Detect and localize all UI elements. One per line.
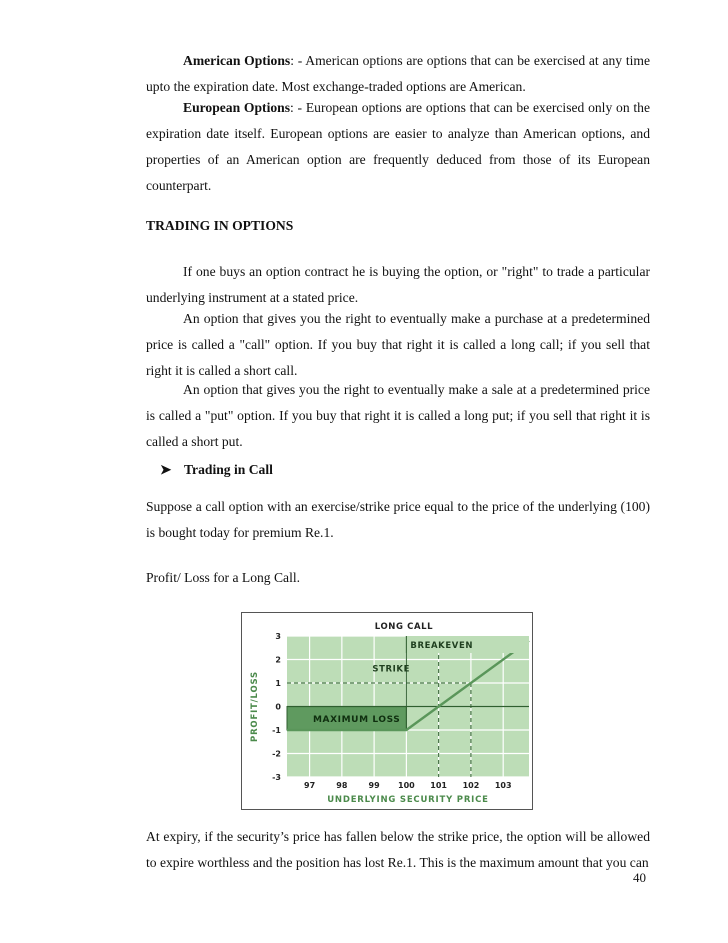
long-call-chart [241, 612, 533, 810]
body-paragraph-1: If one buys an option contract he is buying the option, or "right" to trade a particular underlying instrument at a stated price. [146, 264, 650, 305]
x-tick-label: 101 [430, 781, 448, 790]
y-tick-label: -1 [272, 726, 281, 735]
body-paragraph-3: An option that gives you the right to eventually make a sale at a predetermined price is called a "put" option. If you buy that right it is called a long put; if you sell that right it is called a short put. [146, 382, 650, 449]
figure-caption: Profit/ Loss for a Long Call. [146, 570, 301, 585]
european-options-paragraph [146, 95, 650, 199]
european-options-term: European Options [183, 100, 291, 115]
american-options-paragraph [146, 48, 650, 100]
y-tick-label: 0 [275, 702, 281, 712]
y-tick-label: -3 [272, 773, 281, 782]
section-heading: TRADING IN OPTIONS [146, 218, 294, 233]
bullet-heading-text: Trading in Call [184, 462, 273, 477]
strike-label: STRIKE [372, 664, 411, 675]
breakeven-label: BREAKEVEN [410, 641, 474, 651]
max-loss-label: MAXIMUM LOSS [313, 714, 401, 725]
y-axis-label: PROFIT/LOSS [250, 671, 260, 742]
european-options-text: : - European options are options that can be exercised only on the expiration date itself. European options are easier to analyze than American options, and properties of an American option are frequently deduced from those of its European counterpart. [146, 100, 650, 193]
chart-title: LONG CALL [374, 622, 434, 632]
x-tick-label: 97 [304, 781, 316, 790]
x-axis-label: UNDERLYING SECURITY PRICE [327, 795, 489, 805]
american-options-term: American Options [183, 53, 291, 68]
y-tick-label: 1 [275, 679, 281, 688]
y-tick-label: 2 [275, 655, 281, 665]
long-call-chart-svg [242, 613, 532, 809]
x-tick-label: 103 [494, 781, 512, 790]
x-tick-label: 99 [368, 781, 380, 790]
x-tick-label: 102 [462, 781, 480, 790]
x-tick-label: 100 [398, 781, 415, 790]
x-tick-label: 98 [336, 781, 348, 790]
body-paragraph-2: An option that gives you the right to eventually make a purchase at a predetermined price is called a "call" option. If you buy that right it is called a long call; if you sell that right it is called a short call. [146, 311, 650, 378]
american-options-text: : - American options are options that can be exercised at any time upto the expiration date. Most exchange-traded options are American. [146, 53, 650, 94]
y-tick-label: 3 [275, 632, 281, 641]
y-tick-label: -2 [272, 749, 281, 759]
closing-paragraph: At expiry, if the security’s price has fallen below the strike price, the option will be allowed to expire worthless and the position has lost Re.1. This is the maximum amount that you can [146, 829, 650, 870]
call-example-paragraph: Suppose a call option with an exercise/strike price equal to the price of the underlying (100) is bought today for premium Re.1. [146, 499, 650, 540]
bullet-heading [160, 460, 273, 480]
arrow-bullet-icon: ➤ [160, 462, 172, 477]
page-number: 40 [633, 870, 646, 885]
